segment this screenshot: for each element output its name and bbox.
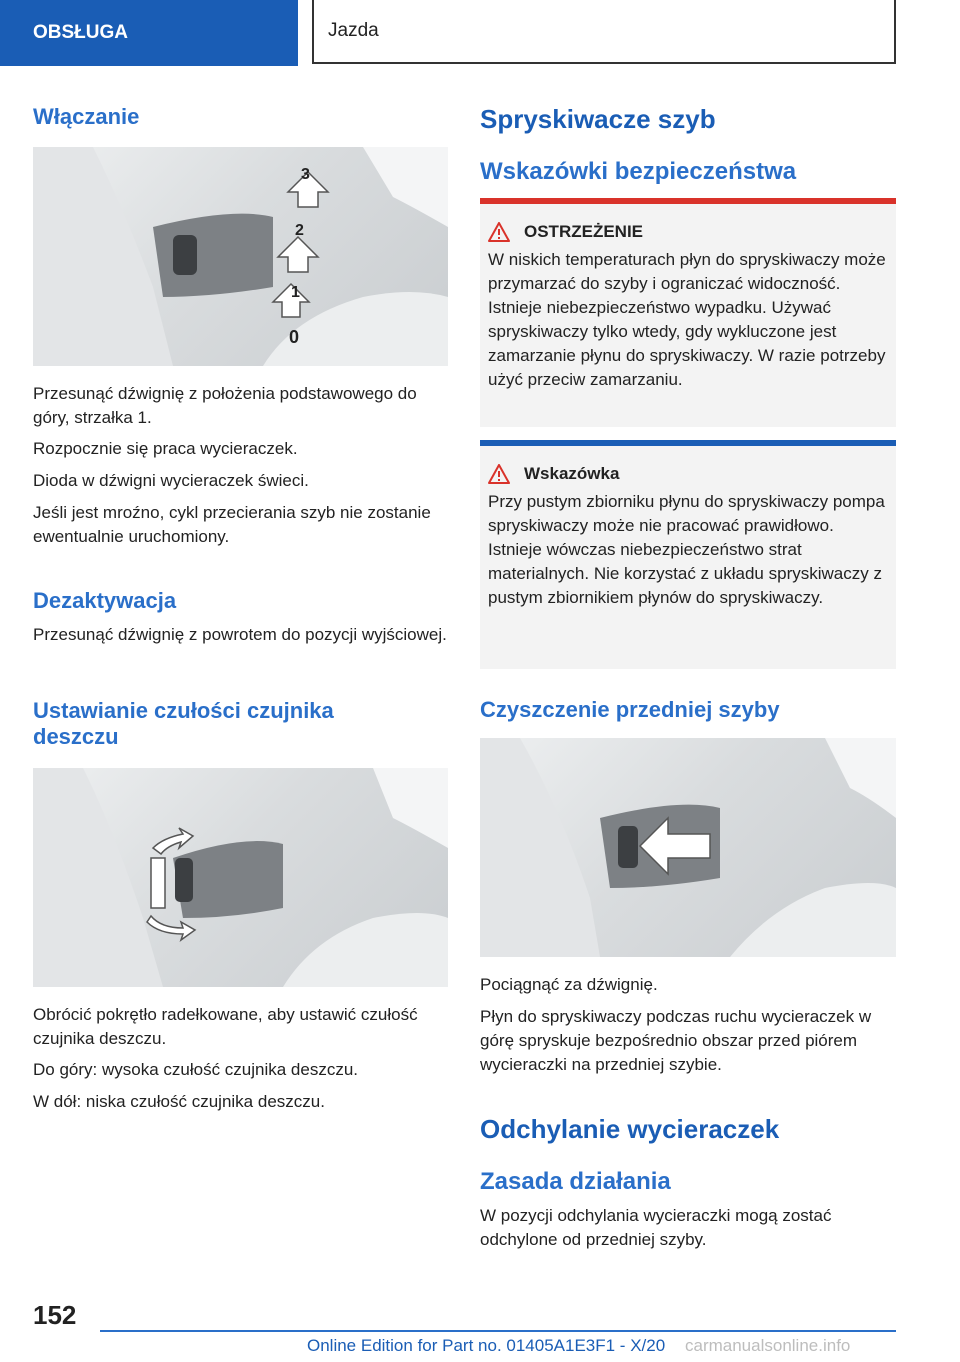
section-tab	[0, 0, 298, 66]
note-text: Przy pustym zbiorniku płynu do spryskiwaczy pompa spryskiwaczy może nie pracować prawidłowo. Istnieje wówczas niebezpieczeństwo strat materialnych. Nie korzystać z układu spryskiwaczy z pustym zbiornikiem płynów do spryskiwaczy.	[488, 492, 885, 607]
para-wipers-start: Rozpocznie się praca wycieraczek.	[33, 439, 298, 458]
para-rotate-knob: Obrócić pokrętło radełkowane, aby ustawić czułość czujnika deszczu.	[33, 1005, 418, 1048]
para-washer-fluid: Płyn do spryskiwaczy podczas ruchu wycieraczek w górę spryskuje bezpośrednio obszar przed piórem wycieraczki na przedniej szybie.	[480, 1007, 872, 1074]
fig1-label-2: 2	[295, 222, 304, 239]
para-frost: Jeśli jest mroźno, cykl przecierania szyb nie zostanie ewentualnie uruchomiony.	[33, 503, 431, 546]
figure-rain-sensor-knob	[33, 768, 448, 987]
para-pull-lever: Pociągnąć za dźwignię.	[480, 975, 658, 994]
section-title: OBSŁUGA	[33, 22, 128, 43]
warning-triangle-icon	[488, 464, 510, 484]
chapter-header	[312, 0, 896, 64]
note-title-row	[488, 464, 888, 484]
warning-text: W niskich temperaturach płyn do spryskiwaczy może przymarzać do szyby i ograniczać widoczność. Istnieje niebezpieczeństwo wypadku. Używać spryskiwaczy tylko wtedy, gdy wykluczone jest zamarzanie płynu do spryskiwaczy. W razie potrzeby użyć przeciw zamarzaniu.	[488, 250, 886, 389]
fig1-label-1: 1	[291, 284, 300, 301]
para-fold-position: W pozycji odchylania wycieraczki mogą zostać odchylone od przedniej szyby.	[480, 1206, 832, 1249]
figure-lever-positions	[33, 147, 448, 366]
fig1-label-3: 3	[301, 166, 310, 183]
heading-spryskiwacze: Spryskiwacze szyb	[480, 104, 716, 134]
fig1-label-0: 0	[289, 327, 300, 347]
heading-dezaktywacja: Dezaktywacja	[33, 588, 177, 613]
footer-edition: Online Edition for Part no. 01405A1E3F1 - X/20	[307, 1336, 666, 1355]
figure-pull-lever	[480, 738, 896, 957]
note-bar	[480, 440, 896, 446]
warning-title: OSTRZEŻENIE	[524, 222, 644, 241]
footer-divider	[100, 1330, 896, 1332]
para-up-high: Do góry: wysoka czułość czujnika deszczu.	[33, 1060, 359, 1079]
para-led: Dioda w dźwigni wycieraczek świeci.	[33, 471, 309, 490]
heading-wlaczanie: Włączanie	[33, 104, 140, 129]
page-number: 152	[33, 1300, 77, 1330]
warning-title-row	[488, 222, 888, 242]
para-down-low: W dół: niska czułość czujnika deszczu.	[33, 1092, 325, 1111]
heading-ustawianie: Ustawianie czułości czujnika deszczu	[33, 698, 334, 750]
heading-czyszczenie: Czyszczenie przedniej szyby	[480, 697, 780, 722]
chapter-title: Jazda	[328, 20, 379, 41]
watermark: carmanualsonline.info	[685, 1336, 851, 1355]
para-deactivate: Przesunąć dźwignię z powrotem do pozycji wyjściowej.	[33, 625, 447, 644]
note-box	[480, 440, 896, 669]
heading-odchylanie: Odchylanie wycieraczek	[480, 1114, 780, 1144]
warning-triangle-icon	[488, 222, 510, 242]
note-title: Wskazówka	[524, 464, 620, 483]
warning-box	[480, 198, 896, 427]
heading-wskazowki: Wskazówki bezpieczeństwa	[480, 158, 797, 185]
para-move-lever: Przesunąć dźwignię z położenia podstawowego do góry, strzałka 1.	[33, 384, 417, 427]
warning-bar	[480, 198, 896, 204]
heading-zasada: Zasada działania	[480, 1168, 671, 1195]
